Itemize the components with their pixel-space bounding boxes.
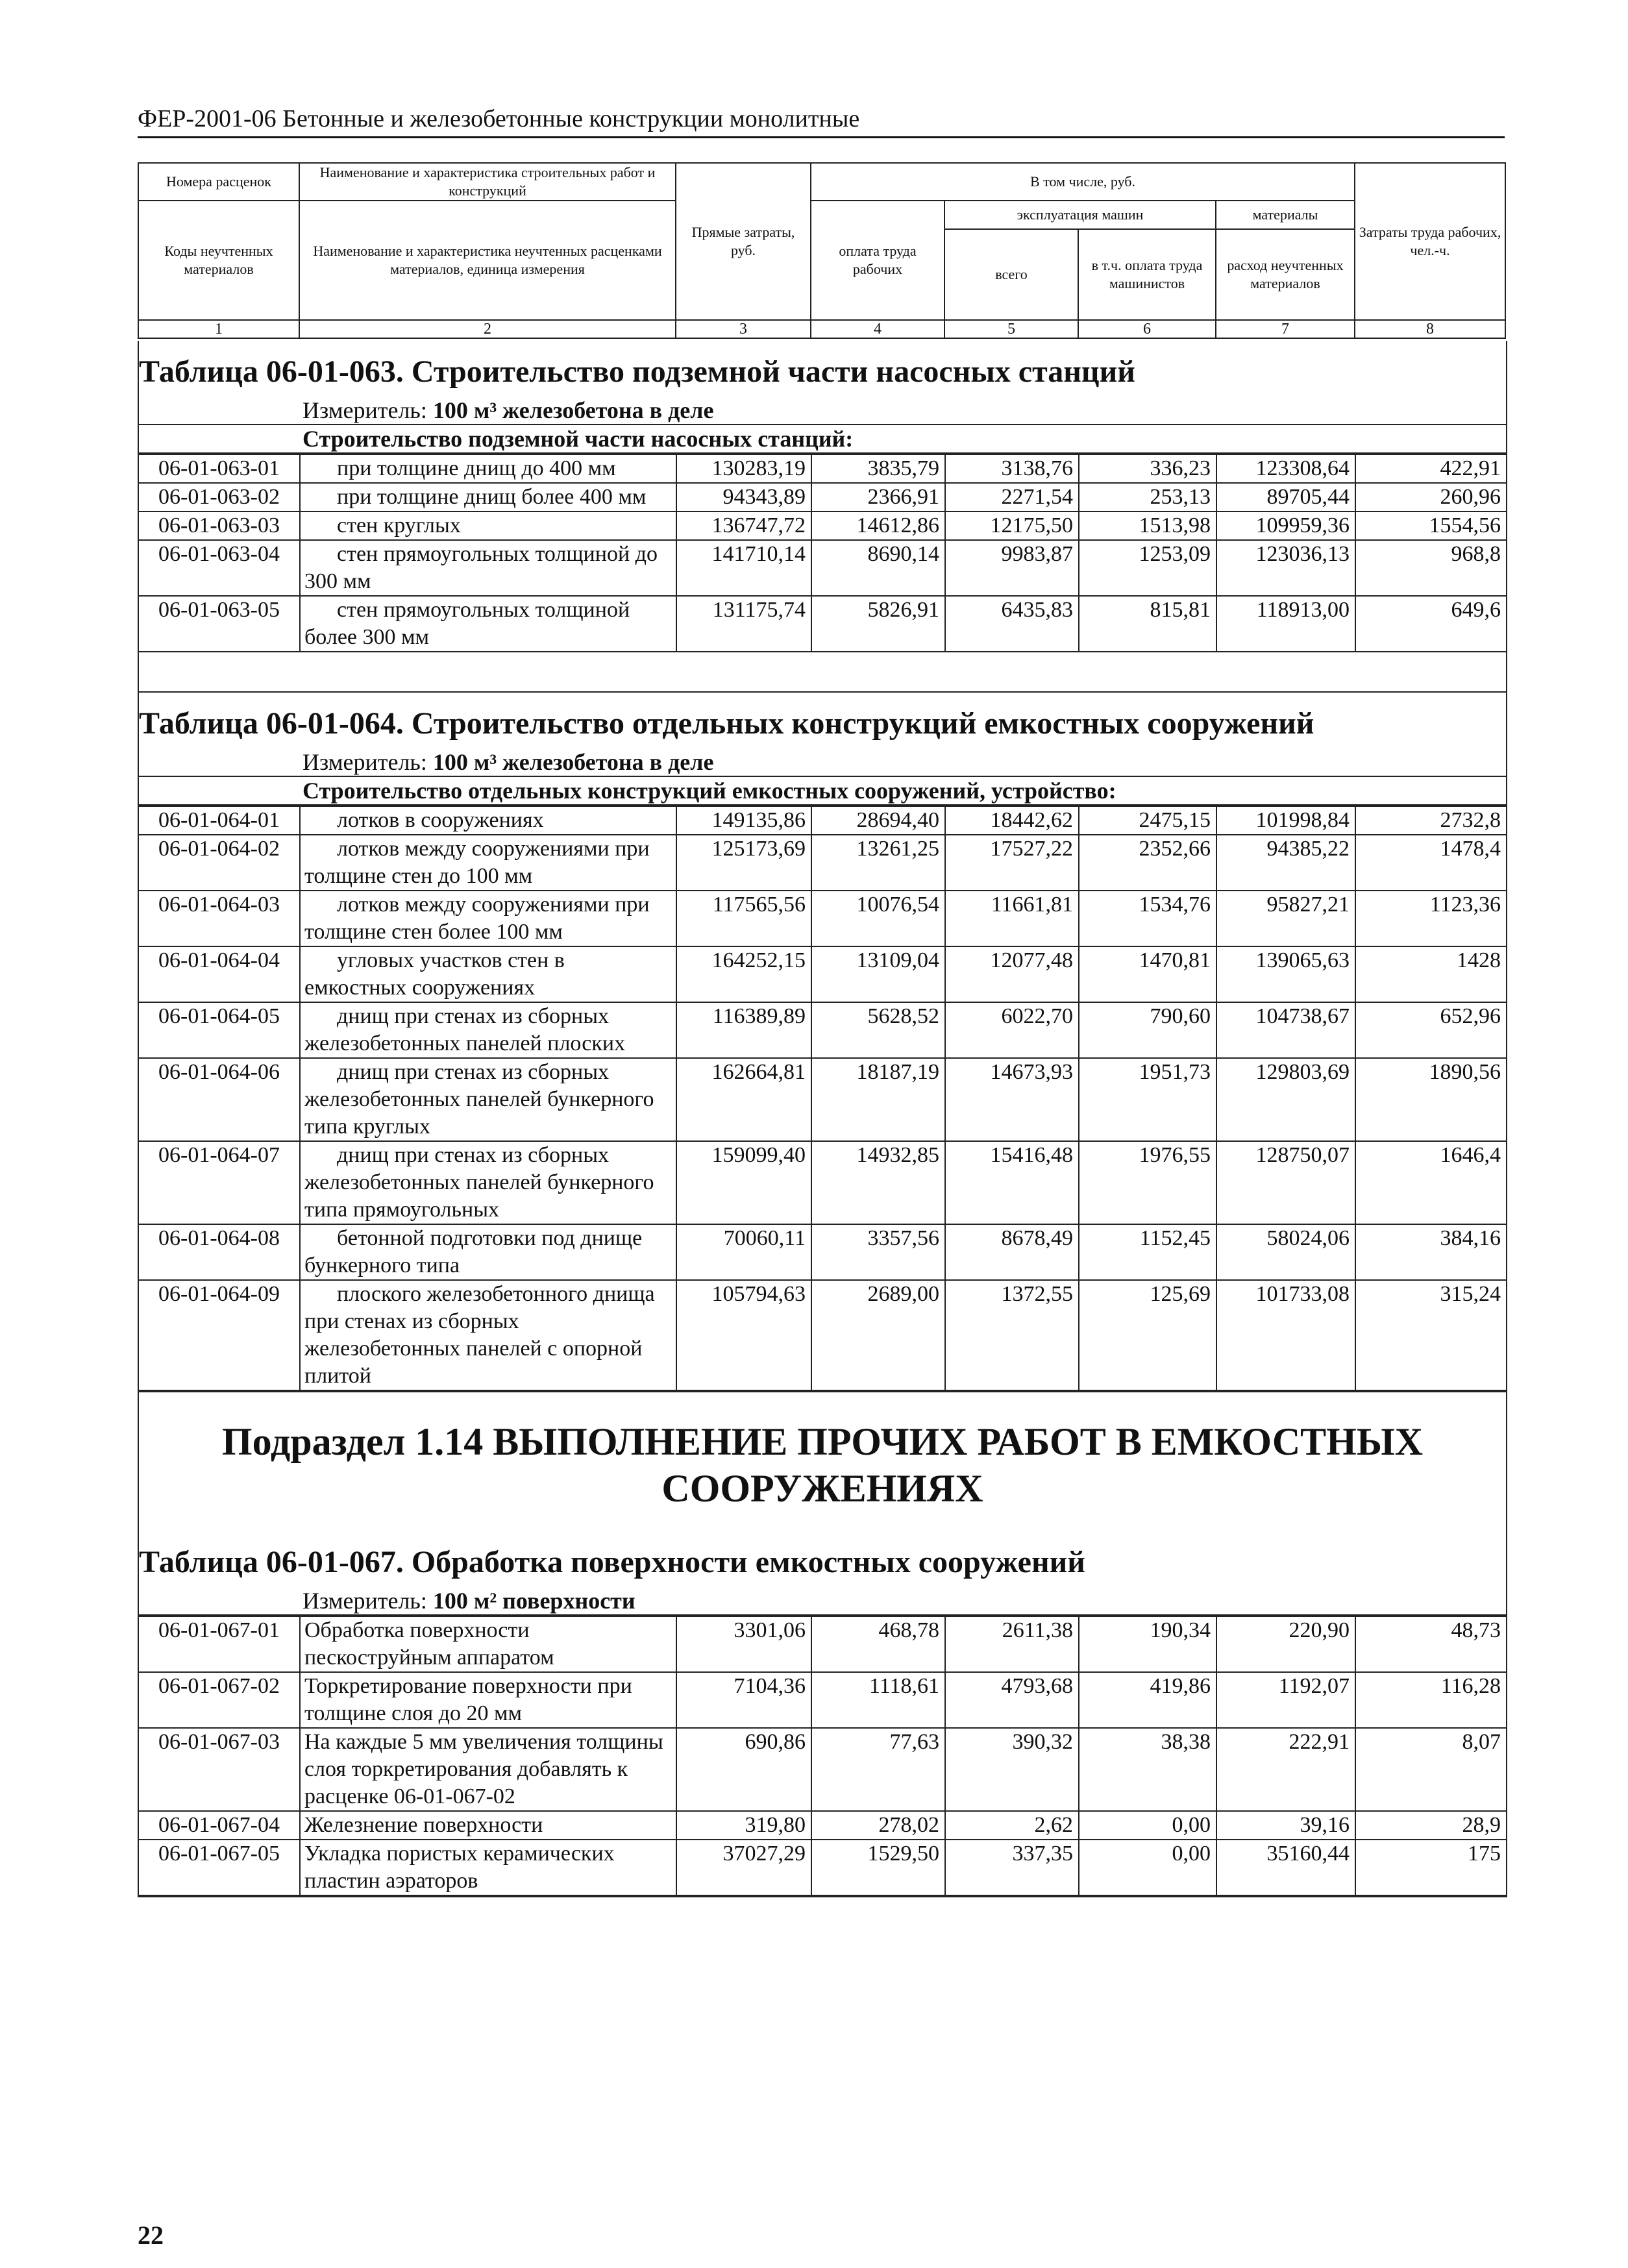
value-cell: 118913,00 [1216,596,1355,652]
value-cell: 117565,56 [676,891,811,946]
value-cell: 104738,67 [1216,1002,1355,1058]
value-cell: 77,63 [811,1728,945,1811]
hdr-material-codes: Коды неучтенных материалов [138,201,299,320]
rate-code: 06-01-064-08 [139,1224,300,1280]
value-cell: 419,86 [1079,1672,1216,1728]
work-name: Железнение поверхности [300,1811,676,1840]
work-name: лотков между сооружениями при толщине стен более 100 мм [300,891,676,946]
value-cell: 3357,56 [811,1224,945,1280]
value-cell: 0,00 [1079,1840,1216,1895]
value-cell: 131175,74 [676,596,811,652]
work-name: угловых участков стен в емкостных сооружениях [300,946,676,1002]
value-cell: 4793,68 [945,1672,1079,1728]
running-head: ФЕР-2001-06 Бетонные и железобетонные конструкции монолитные [138,104,1505,138]
work-name: лотков в сооружениях [300,806,676,835]
value-cell: 162664,81 [676,1058,811,1141]
value-cell: 690,86 [676,1728,811,1811]
value-cell: 17527,22 [945,835,1079,891]
value-cell: 123036,13 [1216,540,1355,596]
value-cell: 2732,8 [1355,806,1506,835]
value-cell: 3138,76 [945,454,1079,483]
value-cell: 7104,36 [676,1672,811,1728]
table-064-meter: Измеритель: 100 м³ железобетона в деле [139,748,1506,777]
value-cell: 1253,09 [1079,540,1216,596]
value-cell: 337,35 [945,1840,1079,1895]
value-cell: 14612,86 [811,512,945,540]
table-row [139,1728,1506,1811]
table-row [139,1058,1506,1141]
value-cell: 253,13 [1079,483,1216,512]
value-cell: 13261,25 [811,835,945,891]
column-number: 2 [299,320,676,338]
value-cell: 2366,91 [811,483,945,512]
value-cell: 2271,54 [945,483,1079,512]
value-cell: 28,9 [1355,1811,1506,1840]
rate-code: 06-01-063-05 [139,596,300,652]
table-row [139,1616,1506,1672]
value-cell: 278,02 [811,1811,945,1840]
work-name: стен прямоугольных толщиной более 300 мм [300,596,676,652]
value-cell: 12175,50 [945,512,1079,540]
value-cell: 18187,19 [811,1058,945,1141]
column-header-table [138,162,1506,339]
table-row [139,806,1506,835]
table-row [139,891,1506,946]
work-name: стен круглых [300,512,676,540]
subsection-title: Подраздел 1.14 ВЫПОЛНЕНИЕ ПРОЧИХ РАБОТ В ЕМКОСТНЫХ СООРУЖЕНИЯХ [221,1420,1424,1510]
value-cell: 37027,29 [676,1840,811,1895]
value-cell: 1890,56 [1355,1058,1506,1141]
page-number: 22 [138,2221,164,2250]
value-cell: 136747,72 [676,512,811,540]
hdr-materials-desc: Наименование и характеристика неучтенных расценками материалов, единица измерения [299,201,676,320]
main-content [138,341,1507,1897]
value-cell: 1534,76 [1079,891,1216,946]
value-cell: 101733,08 [1216,1280,1355,1390]
rate-code: 06-01-067-03 [139,1728,300,1811]
table-row [139,1280,1506,1390]
rate-code: 06-01-064-07 [139,1141,300,1224]
rate-code: 06-01-064-02 [139,835,300,891]
hdr-materials: материалы [1216,201,1355,229]
value-cell: 1152,45 [1079,1224,1216,1280]
column-number: 1 [138,320,299,338]
value-cell: 1951,73 [1079,1058,1216,1141]
value-cell: 6435,83 [945,596,1079,652]
value-cell: 128750,07 [1216,1141,1355,1224]
value-cell: 1513,98 [1079,512,1216,540]
value-cell: 1646,4 [1355,1141,1506,1224]
value-cell: 1529,50 [811,1840,945,1895]
value-cell: 2611,38 [945,1616,1079,1672]
value-cell: 101998,84 [1216,806,1355,835]
value-cell: 2,62 [945,1811,1079,1840]
work-name: Обработка поверхности пескоструйным аппаратом [300,1616,676,1672]
rate-code: 06-01-064-01 [139,806,300,835]
value-cell: 11661,81 [945,891,1079,946]
work-name: лотков между сооружениями при толщине стен до 100 мм [300,835,676,891]
value-cell: 125173,69 [676,835,811,891]
table-064-section: Строительство отдельных конструкций емкостных сооружений, устройство: [139,777,1506,806]
table-row [139,483,1506,512]
rate-code: 06-01-067-04 [139,1811,300,1840]
value-cell: 220,90 [1216,1616,1355,1672]
work-name: На каждые 5 мм увеличения толщины слоя торкретирования добавлять к расценке 06-01-067-02 [300,1728,676,1811]
rate-code: 06-01-063-01 [139,454,300,483]
value-cell: 123308,64 [1216,454,1355,483]
column-number: 8 [1355,320,1505,338]
value-cell: 3301,06 [676,1616,811,1672]
value-cell: 35160,44 [1216,1840,1355,1895]
column-number-row [138,320,1505,338]
value-cell: 319,80 [676,1811,811,1840]
rate-code: 06-01-063-02 [139,483,300,512]
value-cell: 18442,62 [945,806,1079,835]
table-row [139,835,1506,891]
rate-code: 06-01-064-04 [139,946,300,1002]
value-cell: 164252,15 [676,946,811,1002]
value-cell: 790,60 [1079,1002,1216,1058]
work-name: плоского железобетонного днища при стенах из сборных железобетонных панелей с опорной плитой [300,1280,676,1390]
value-cell: 149135,86 [676,806,811,835]
table-row [139,1224,1506,1280]
hdr-direct-costs: Прямые затраты, руб. [676,163,811,320]
value-cell: 159099,40 [676,1141,811,1224]
value-cell: 12077,48 [945,946,1079,1002]
value-cell: 9983,87 [945,540,1079,596]
column-number: 3 [676,320,811,338]
work-name: днищ при стенах из сборных железобетонных панелей плоских [300,1002,676,1058]
value-cell: 315,24 [1355,1280,1506,1390]
column-number: 7 [1216,320,1355,338]
value-cell: 14932,85 [811,1141,945,1224]
column-number: 5 [944,320,1078,338]
value-cell: 15416,48 [945,1141,1079,1224]
value-cell: 89705,44 [1216,483,1355,512]
value-cell: 14673,93 [945,1058,1079,1141]
value-cell: 6022,70 [945,1002,1079,1058]
hdr-machines-total: всего [944,229,1078,320]
hdr-labor-pay: оплата труда рабочих [811,201,944,320]
hdr-labor-cost: Затраты труда рабочих, чел.-ч. [1355,163,1505,320]
table-row [139,1840,1506,1895]
table-064 [139,806,1506,1391]
value-cell: 468,78 [811,1616,945,1672]
work-name: при толщине днищ более 400 мм [300,483,676,512]
work-name: днищ при стенах из сборных железобетонных панелей бункерного типа круглых [300,1058,676,1141]
value-cell: 10076,54 [811,891,945,946]
rate-code: 06-01-064-05 [139,1002,300,1058]
table-063-section: Строительство подземной части насосных станций: [139,425,1506,454]
value-cell: 1470,81 [1079,946,1216,1002]
value-cell: 190,34 [1079,1616,1216,1672]
work-name: Торкретирование поверхности при толщине слоя до 20 мм [300,1672,676,1728]
value-cell: 1554,56 [1355,512,1506,540]
table-064-title: Таблица 06-01-064. Строительство отдельных конструкций емкостных сооружений [139,691,1506,748]
rate-code: 06-01-063-03 [139,512,300,540]
value-cell: 1123,36 [1355,891,1506,946]
table-row [139,512,1506,540]
value-cell: 28694,40 [811,806,945,835]
value-cell: 1976,55 [1079,1141,1216,1224]
value-cell: 8690,14 [811,540,945,596]
value-cell: 1372,55 [945,1280,1079,1390]
value-cell: 109959,36 [1216,512,1355,540]
value-cell: 94343,89 [676,483,811,512]
value-cell: 130283,19 [676,454,811,483]
hdr-incl: В том числе, руб. [811,163,1355,201]
rate-code: 06-01-064-06 [139,1058,300,1141]
value-cell: 390,32 [945,1728,1079,1811]
value-cell: 2352,66 [1079,835,1216,891]
value-cell: 116389,89 [676,1002,811,1058]
table-067-meter: Измеритель: 100 м² поверхности [139,1587,1506,1616]
work-name: Укладка пористых керамических пластин аэраторов [300,1840,676,1895]
table-row [139,1811,1506,1840]
value-cell: 1192,07 [1216,1672,1355,1728]
value-cell: 38,38 [1079,1728,1216,1811]
value-cell: 1428 [1355,946,1506,1002]
rate-code: 06-01-063-04 [139,540,300,596]
value-cell: 175 [1355,1840,1506,1895]
table-063 [139,454,1506,652]
value-cell: 384,16 [1355,1224,1506,1280]
hdr-works: Наименование и характеристика строительных работ и конструкций [299,163,676,201]
work-name: бетонной подготовки под днище бункерного типа [300,1224,676,1280]
value-cell: 141710,14 [676,540,811,596]
rate-code: 06-01-064-03 [139,891,300,946]
value-cell: 2475,15 [1079,806,1216,835]
rate-code: 06-01-067-05 [139,1840,300,1895]
rate-code: 06-01-067-02 [139,1672,300,1728]
value-cell: 5826,91 [811,596,945,652]
value-cell: 94385,22 [1216,835,1355,891]
value-cell: 222,91 [1216,1728,1355,1811]
table-row [139,1141,1506,1224]
table-row [139,1002,1506,1058]
value-cell: 8,07 [1355,1728,1506,1811]
table-063-title: Таблица 06-01-063. Строительство подземной части насосных станций [139,354,1135,389]
table-row [139,540,1506,596]
value-cell: 3835,79 [811,454,945,483]
table-063-meter: Измеритель: 100 м³ железобетона в деле [139,397,1506,425]
value-cell: 1118,61 [811,1672,945,1728]
work-name: стен прямоугольных толщиной до 300 мм [300,540,676,596]
column-number: 6 [1078,320,1216,338]
value-cell: 70060,11 [676,1224,811,1280]
column-number: 4 [811,320,944,338]
value-cell: 815,81 [1079,596,1216,652]
hdr-machines: эксплуатация машин [944,201,1216,229]
value-cell: 13109,04 [811,946,945,1002]
work-name: днищ при стенах из сборных железобетонных панелей бункерного типа прямоугольных [300,1141,676,1224]
table-row [139,1672,1506,1728]
rate-code: 06-01-067-01 [139,1616,300,1672]
value-cell: 95827,21 [1216,891,1355,946]
value-cell: 39,16 [1216,1811,1355,1840]
value-cell: 2689,00 [811,1280,945,1390]
hdr-rates: Номера расценок [138,163,299,201]
value-cell: 139065,63 [1216,946,1355,1002]
value-cell: 336,23 [1079,454,1216,483]
hdr-mat-usage: расход неучтенных материалов [1216,229,1355,320]
value-cell: 652,96 [1355,1002,1506,1058]
value-cell: 8678,49 [945,1224,1079,1280]
table-row [139,946,1506,1002]
value-cell: 5628,52 [811,1002,945,1058]
table-067 [139,1616,1506,1896]
value-cell: 105794,63 [676,1280,811,1390]
value-cell: 0,00 [1079,1811,1216,1840]
value-cell: 58024,06 [1216,1224,1355,1280]
value-cell: 129803,69 [1216,1058,1355,1141]
value-cell: 422,91 [1355,454,1506,483]
value-cell: 1478,4 [1355,835,1506,891]
value-cell: 968,8 [1355,540,1506,596]
value-cell: 125,69 [1079,1280,1216,1390]
table-row [139,454,1506,483]
hdr-machinist-pay: в т.ч. оплата труда машинистов [1078,229,1216,320]
value-cell: 260,96 [1355,483,1506,512]
value-cell: 649,6 [1355,596,1506,652]
value-cell: 116,28 [1355,1672,1506,1728]
table-row [139,596,1506,652]
table-067-title: Таблица 06-01-067. Обработка поверхности емкостных сооружений [139,1545,1085,1579]
value-cell: 48,73 [1355,1616,1506,1672]
work-name: при толщине днищ до 400 мм [300,454,676,483]
rate-code: 06-01-064-09 [139,1280,300,1390]
